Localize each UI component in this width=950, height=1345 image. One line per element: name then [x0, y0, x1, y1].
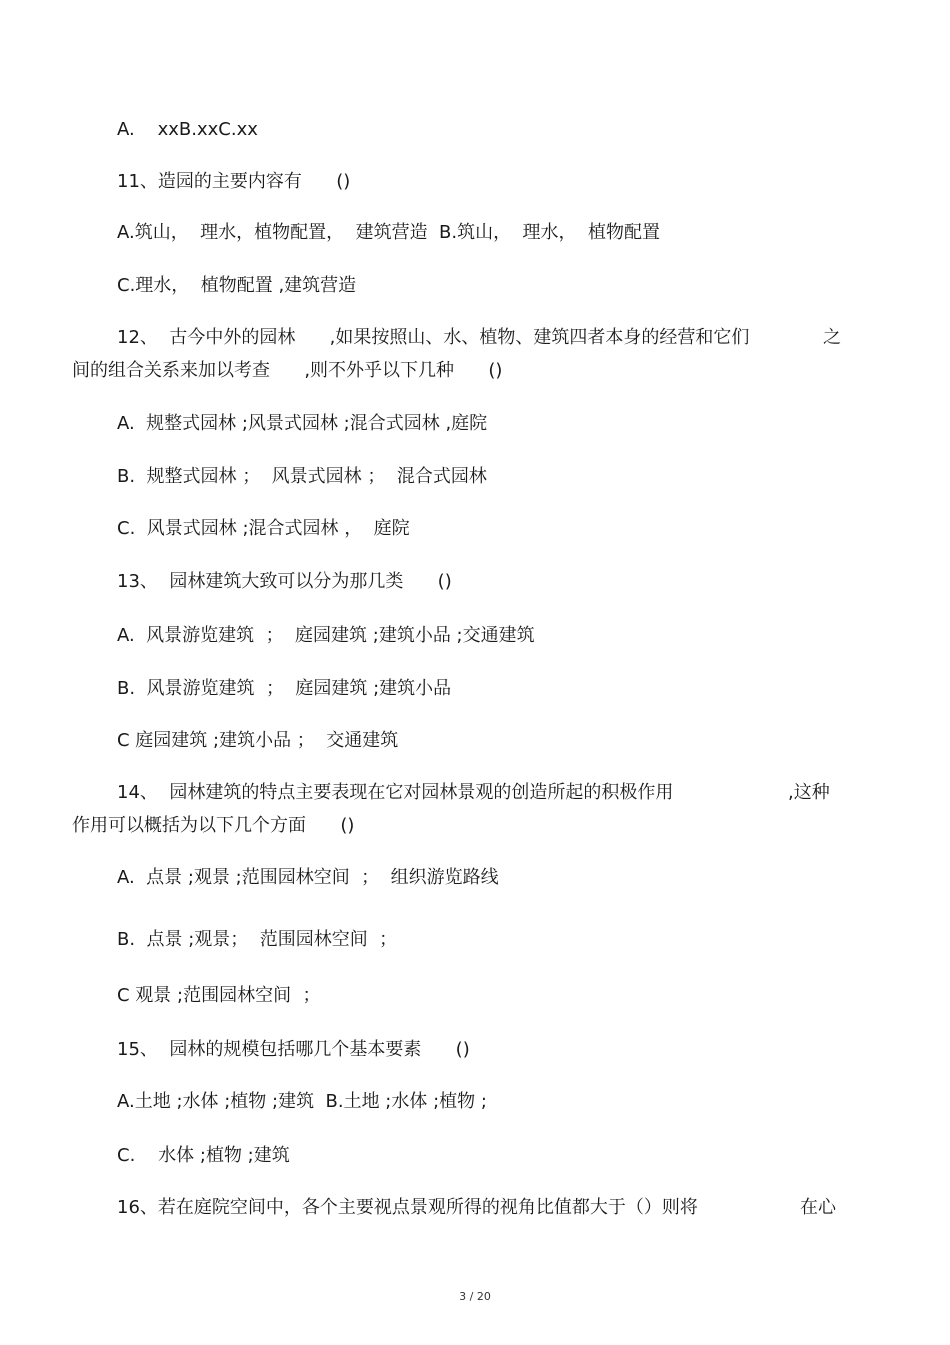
question-14-line1: 14、 园林建筑的特点主要表现在它对园林景观的创造所起的积极作用 — [117, 782, 674, 803]
question-15: 15、 园林的规模包括哪几个基本要素 () — [117, 1039, 470, 1060]
option-q13-a: A. 风景游览建筑 ； 庭园建筑 ;建筑小品 ;交通建筑 — [117, 625, 535, 646]
question-13: 13、 园林建筑大致可以分为那几类 () — [117, 571, 452, 592]
option-q14-b: B. 点景 ;观景； 范围园林空间 ； — [117, 929, 398, 950]
option-q12-a: A. 规整式园林 ;风景式园林 ;混合式园林 ,庭院 — [117, 413, 488, 434]
option-line-q11-ab: A.筑山， 理水，植物配置， 建筑营造 B.筑山， 理水， 植物配置 — [117, 222, 661, 243]
question-14-line1-tail: ,这种 — [788, 782, 830, 803]
option-q12-c: C. 风景式园林 ;混合式园林 ， 庭院 — [117, 518, 410, 539]
option-line-q10: A. xxB.xxC.xx — [117, 119, 258, 140]
option-line-q11-c: C.理水， 植物配置 ,建筑营造 — [117, 275, 357, 296]
question-14-line2: 作用可以概括为以下几个方面 () — [72, 815, 355, 836]
question-11: 11、造园的主要内容有 () — [117, 171, 351, 192]
question-12-line2: 间的组合关系来加以考查 ,则不外乎以下几种 () — [72, 360, 503, 381]
question-12-line1: 12、 古今中外的园林 ,如果按照山、水、植物、建筑四者本身的经营和它们 — [117, 327, 750, 348]
question-16-line1-tail: 在心 — [800, 1197, 836, 1218]
option-q13-b: B. 风景游览建筑 ； 庭园建筑 ;建筑小品 — [117, 678, 452, 699]
option-q12-b: B. 规整式园林 ； 风景式园林 ； 混合式园林 — [117, 466, 487, 487]
page-number: 3 / 20 — [459, 1290, 491, 1303]
option-q14-c: C 观景 ;范围园林空间 ； — [117, 985, 321, 1006]
option-q13-c: C 庭园建筑 ;建筑小品 ； 交通建筑 — [117, 730, 399, 751]
question-16-line1: 16、若在庭院空间中，各个主要视点景观所得的视角比值都大于（）则将 — [117, 1197, 698, 1218]
option-q14-a: A. 点景 ;观景 ;范围园林空间 ； 组织游览路线 — [117, 867, 499, 888]
option-q15-ab: A.土地 ;水体 ;植物 ;建筑 B.土地 ;水体 ;植物 ; — [117, 1091, 487, 1112]
question-12-line1-tail: 之 — [823, 327, 841, 348]
option-q15-c: C. 水体 ;植物 ;建筑 — [117, 1145, 290, 1166]
